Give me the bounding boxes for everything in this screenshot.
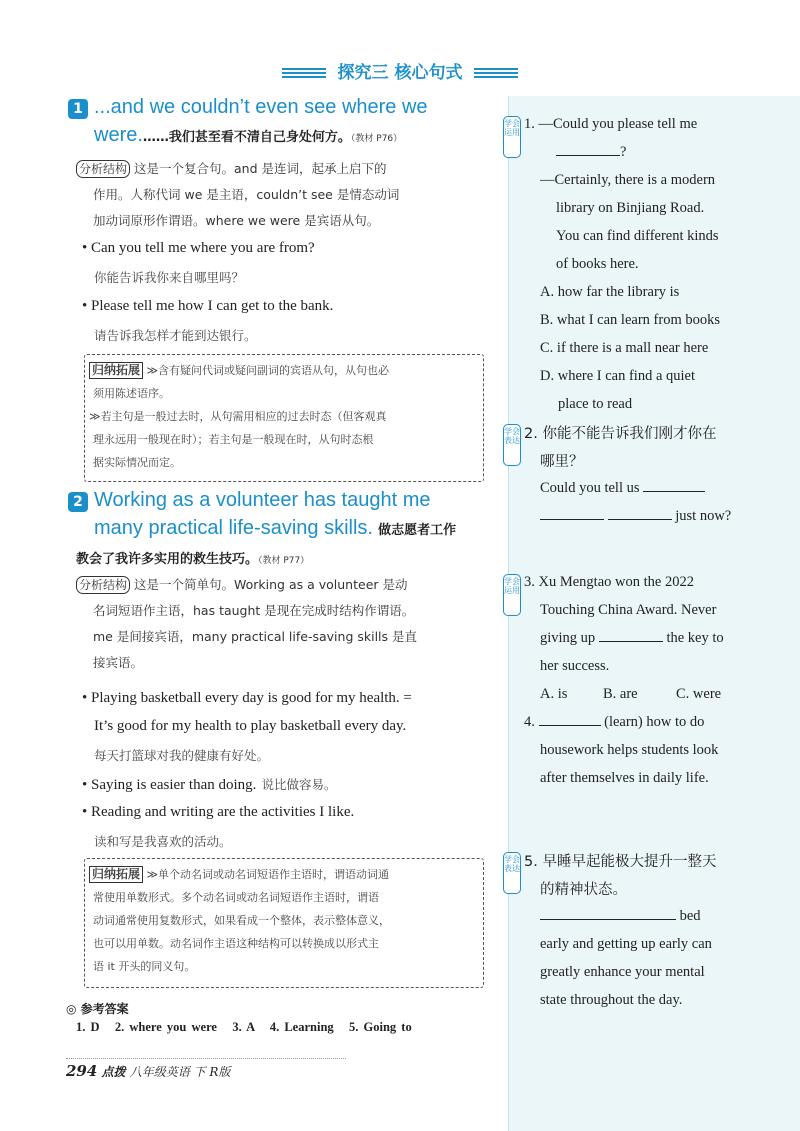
answers-text: 1. D 2. where you were 3. A 4. Learning 5. Going to — [76, 1020, 412, 1034]
section-title-text: 探究三 核心句式 — [337, 63, 463, 83]
question-2-line: 哪里？ — [540, 454, 584, 470]
question-1-line: of books here. — [556, 256, 639, 272]
title-decoration-left — [282, 68, 326, 78]
example-sentence: • Reading and writing are the activities I like. — [82, 804, 355, 820]
option-d[interactable]: D. where I can find a quiet — [540, 368, 696, 384]
example-translation: 请告诉我怎样才能到达银行。 — [94, 328, 257, 343]
question-5-line: bed — [540, 908, 701, 925]
option-d-continued: place to read — [558, 396, 633, 412]
question-2-line: just now? — [540, 508, 731, 525]
sentence-heading-line2: were.……我们甚至看不清自己身处何方。（教材 P76） — [94, 124, 403, 146]
analysis-tag: 分析结构 — [76, 576, 130, 594]
summary-note-box-1: 归纳拓展 ≫含有疑问代词或疑问副词的宾语从句，从句也必 须用陈述语序。 ≫若主句是一般过去时，从句需用相应的过去时态（但客观真 理永远用一般现在时）；若主句是一般现在时，从句时态根 据实际情况而定。 — [84, 354, 484, 482]
question-5-line: 的精神状态。 — [540, 882, 627, 898]
question-2-line: Could you tell us — [540, 480, 705, 497]
question-1-line: library on Binjiang Road. — [556, 200, 705, 216]
option-c[interactable]: C. if there is a mall near here — [540, 340, 709, 356]
example-sentence: • Please tell me how I can get to the bank. — [82, 298, 334, 314]
item-number-badge: 2 — [68, 492, 88, 512]
option-b[interactable]: B. are — [603, 686, 638, 702]
skill-tag-apply: 学会运用 — [503, 574, 521, 616]
sentence-translation-line2: 教会了我许多实用的救生技巧。（教材 P77） — [76, 552, 310, 567]
question-5-line: state throughout the day. — [540, 992, 683, 1008]
question-3-line: Touching China Award. Never — [540, 602, 717, 618]
example-sentence-continued: It’s good for my health to play basketball every day. — [94, 718, 407, 734]
answer-blank[interactable] — [643, 480, 705, 492]
question-1-line: 1. —Could you please tell me — [524, 116, 698, 132]
question-5-line: early and getting up early can — [540, 936, 712, 952]
example-translation: 你能告诉我你来自哪里吗？ — [94, 270, 245, 285]
example-sentence: • Playing basketball every day is good for my health. = — [82, 690, 412, 706]
book-title: 八年级英语 下 R版 — [129, 1065, 231, 1079]
question-5-line: 5. 早睡早起能极大提升一整天 — [524, 854, 717, 870]
example-sentence: • Can you tell me where you are from? — [82, 240, 315, 256]
skill-tag-express: 学会表达 — [503, 852, 521, 894]
note-tag: 归纳拓展 — [89, 362, 143, 379]
answers-title: ◎ 参考答案 — [66, 1002, 129, 1016]
question-3-line: her success. — [540, 658, 610, 674]
answer-blank[interactable] — [539, 714, 601, 726]
option-a[interactable]: A. is — [540, 686, 568, 702]
question-1-line: —Certainly, there is a modern — [540, 172, 716, 188]
example-translation: 读和写是我喜欢的活动。 — [94, 834, 232, 849]
answer-blank[interactable] — [540, 908, 676, 920]
analysis-block-2: 分析结构 这是一个简单句。Working as a volunteer 是动 名词短语作主语，has taught 是现在完成时结构作谓语。 me 是间接宾语，many practical life-saving skills 是直 接宾语。 — [76, 572, 496, 676]
skill-tag-apply: 学会运用 — [503, 116, 521, 158]
question-3-line: giving up the key to — [540, 630, 724, 646]
question-2-line: 2. 你能不能告诉我们刚才你在 — [524, 426, 717, 442]
analysis-tag: 分析结构 — [76, 160, 130, 178]
item-number-badge: 1 — [68, 99, 88, 119]
title-decoration-right — [474, 68, 518, 78]
page-number: 294 — [66, 1062, 98, 1080]
question-4-line: after themselves in daily life. — [540, 770, 709, 786]
analysis-block-1: 分析结构 这是一个复合句。and 是连词，起承上启下的 作用。人称代词 we 是主语，couldn’t see 是情态动词 加动词原形作谓语。where we were 是宾语从句。 — [76, 156, 486, 234]
sentence-heading-line2: many practical life-saving skills. 做志愿者工作 — [94, 517, 457, 539]
question-5-line: greatly enhance your mental — [540, 964, 705, 980]
answer-blank[interactable] — [540, 508, 604, 520]
option-b[interactable]: B. what I can learn from books — [540, 312, 720, 328]
footer-divider — [66, 1058, 346, 1059]
note-tag: 归纳拓展 — [89, 866, 143, 883]
sentence-heading-line1: ...and we couldn’t even see where we — [94, 96, 428, 118]
example-sentence: • Saying is easier than doing. 说比做容易。 — [82, 777, 337, 793]
answer-blank[interactable] — [599, 630, 663, 642]
option-c[interactable]: C. were — [676, 686, 722, 702]
brand-name: 点拨 — [101, 1065, 126, 1079]
question-3-line: 3. Xu Mengtao won the 2022 — [524, 574, 694, 590]
skill-tag-express: 学会表达 — [503, 424, 521, 466]
question-4-line: housework helps students look — [540, 742, 719, 758]
summary-note-box-2: 归纳拓展 ≫单个动名词或动名词短语作主语时，谓语动词通 常使用单数形式。多个动名词或动名词短语作主语时，谓语 动词通常使用复数形式，如果看成一个整体，表示整体意义， 也可以用单数。动名词作主语这种结构可以转换成以形式主 语 it 开头的同义句。 — [84, 858, 484, 988]
section-title — [0, 58, 800, 83]
example-translation: 每天打篮球对我的健康有好处。 — [94, 748, 270, 763]
question-4-line: 4. (learn) how to do — [524, 714, 705, 730]
question-1-blank-line: ? — [556, 144, 626, 161]
sentence-heading-line1: Working as a volunteer has taught me — [94, 489, 431, 511]
answer-blank[interactable] — [608, 508, 672, 520]
answer-blank[interactable] — [556, 144, 620, 156]
question-1-line: You can find different kinds — [556, 228, 719, 244]
option-a[interactable]: A. how far the library is — [540, 284, 680, 300]
page-footer — [66, 1062, 230, 1080]
